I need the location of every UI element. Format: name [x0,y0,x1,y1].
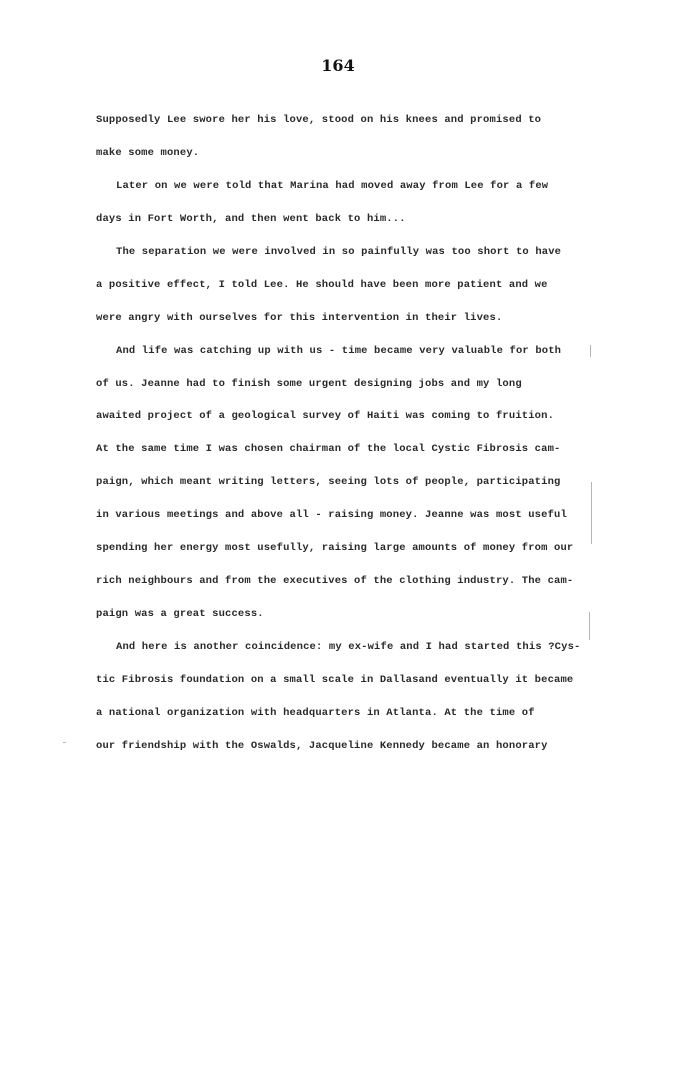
body-line-19: a national organization with headquarters in Atlanta. At the time of [96,707,535,719]
margin-mark [590,345,591,357]
body-line-1: Supposedly Lee swore her his love, stood on his knees and promised to [96,114,542,126]
body-line-4: days in Fort Worth, and then went back to him... [96,213,406,225]
margin-mark [589,612,590,640]
body-line-17: And here is another coincidence: my ex-wife and I had started this ?Cys- [116,641,581,653]
body-line-9: of us. Jeanne had to finish some urgent designing jobs and my long [96,378,522,390]
body-line-5: The separation we were involved in so painfully was too short to have [116,246,562,258]
body-line-2: make some money. [96,147,200,159]
body-line-3: Later on we were told that Marina had moved away from Lee for a few [116,180,549,192]
body-line-20: our friendship with the Oswalds, Jacqueline Kennedy became an honorary [96,740,548,752]
body-line-13: in various meetings and above all - raising money. Jeanne was most useful [96,509,567,521]
body-line-7: were angry with ourselves for this intervention in their lives. [96,312,503,324]
body-line-16: paign was a great success. [96,608,264,620]
body-line-10: awaited project of a geological survey of Haiti was coming to fruition. [96,410,555,422]
body-line-14: spending her energy most usefully, raising large amounts of money from our [96,542,574,554]
margin-mark [591,482,592,544]
body-line-6: a positive effect, I told Lee. He should have been more patient and we [96,279,548,291]
body-line-18: tic Fibrosis foundation on a small scale in Dallasand eventually it became [96,674,574,686]
body-line-8: And life was catching up with us - time became very valuable for both [116,345,562,357]
body-line-11: At the same time I was chosen chairman of the local Cystic Fibrosis cam- [96,443,561,455]
body-line-15: rich neighbours and from the executives of the clothing industry. The cam- [96,575,574,587]
body-line-12: paign, which meant writing letters, seeing lots of people, participating [96,476,561,488]
margin-mark [63,742,66,743]
page-number: 164 [321,56,355,75]
